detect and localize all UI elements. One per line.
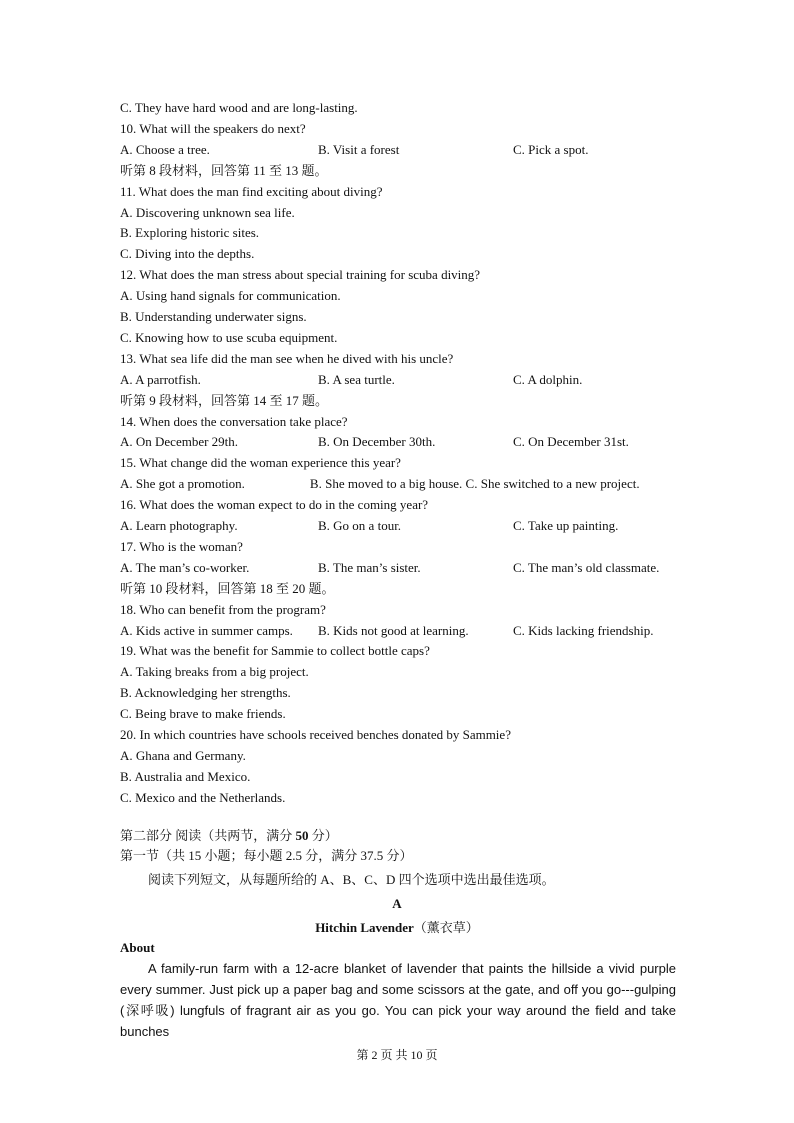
- option-text: A. On December 29th.: [120, 434, 239, 449]
- option-text: C. Kids lacking friendship.: [513, 623, 654, 638]
- question-line: A. Taking breaks from a big project.: [120, 664, 309, 679]
- option-text: B. On December 30th.: [318, 434, 436, 449]
- question-line: 听第 8 段材料，回答第 11 至 13 题。: [120, 163, 328, 178]
- question-line: 听第 9 段材料，回答第 14 至 17 题。: [120, 393, 329, 408]
- option-text: B. A sea turtle.: [318, 372, 395, 387]
- question-line: 听第 10 段材料，回答第 18 至 20 题。: [120, 581, 335, 596]
- question-line: A. Using hand signals for communication.: [120, 288, 341, 303]
- option-text: C. Take up painting.: [513, 518, 619, 533]
- option-text: C. The man’s old classmate.: [513, 560, 660, 575]
- passage-paragraph: A family-run farm with a 12-acre blanket of lavender that paints the hillside a vivid purple every summer. Just pick up a paper bag and some scissors at the gate, and off you go---gulping (深呼吸) lungfuls of fragrant air as you go. You can pick your way around the field and take bunches: [120, 961, 676, 1039]
- option-text: A. A parrotfish.: [120, 372, 201, 387]
- option-text: B. Visit a forest: [318, 142, 400, 157]
- option-text: B. The man’s sister.: [318, 560, 421, 575]
- option-text: C. A dolphin.: [513, 372, 583, 387]
- question-line: B. Australia and Mexico.: [120, 769, 251, 784]
- question-line: 16. What does the woman expect to do in the coming year?: [120, 497, 429, 512]
- question-line: A. She got a promotion. B. She moved to a big house. C. She switched to a new project.: [120, 476, 640, 491]
- instructions: 阅读下列短文，从每题所给的 A、B、C、D 四个选项中选出最佳选项。: [148, 872, 555, 887]
- option-text: A. Learn photography.: [120, 518, 238, 533]
- question-line: B. Acknowledging her strengths.: [120, 685, 291, 700]
- question-line: C. Diving into the depths.: [120, 246, 255, 261]
- question-line: 10. What will the speakers do next?: [120, 121, 306, 136]
- passage-letter: A: [392, 896, 402, 911]
- question-line: C. Being brave to make friends.: [120, 706, 286, 721]
- question-line: 15. What change did the woman experience this year?: [120, 455, 401, 470]
- question-line: A. Ghana and Germany.: [120, 748, 246, 763]
- option-text: C. On December 31st.: [513, 434, 629, 449]
- question-line: C. They have hard wood and are long-lasting.: [120, 100, 358, 115]
- passage-heading: About: [120, 940, 155, 955]
- option-text: A. Choose a tree.: [120, 142, 210, 157]
- question-line: 17. Who is the woman?: [120, 539, 243, 554]
- passage-title: Hitchin Lavender（薰衣草）: [315, 920, 479, 935]
- question-line: A. Discovering unknown sea life.: [120, 205, 295, 220]
- question-line: 13. What sea life did the man see when he dived with his uncle?: [120, 351, 454, 366]
- question-line: B. Exploring historic sites.: [120, 225, 260, 240]
- question-line: 18. Who can benefit from the program?: [120, 602, 326, 617]
- option-text: A. Kids active in summer camps.: [120, 623, 293, 638]
- question-line: 20. In which countries have schools received benches donated by Sammie?: [120, 727, 511, 742]
- page-footer: 第 2 页 共 10 页: [356, 1048, 438, 1062]
- option-text: B. Kids not good at learning.: [318, 623, 469, 638]
- question-line: 19. What was the benefit for Sammie to collect bottle caps?: [120, 643, 430, 658]
- option-text: B. Go on a tour.: [318, 518, 402, 533]
- part-title: 第二部分 阅读（共两节，满分 50 分）: [120, 828, 338, 843]
- option-text: A. The man’s co-worker.: [120, 560, 250, 575]
- question-line: 11. What does the man find exciting about diving?: [120, 184, 383, 199]
- question-line: 12. What does the man stress about special training for scuba diving?: [120, 267, 481, 282]
- option-text: C. Pick a spot.: [513, 142, 589, 157]
- question-line: C. Knowing how to use scuba equipment.: [120, 330, 338, 345]
- question-line: 14. When does the conversation take place?: [120, 414, 348, 429]
- question-line: B. Understanding underwater signs.: [120, 309, 307, 324]
- question-line: C. Mexico and the Netherlands.: [120, 790, 286, 805]
- subsection-title: 第一节（共 15 小题；每小题 2.5 分，满分 37.5 分）: [120, 848, 413, 863]
